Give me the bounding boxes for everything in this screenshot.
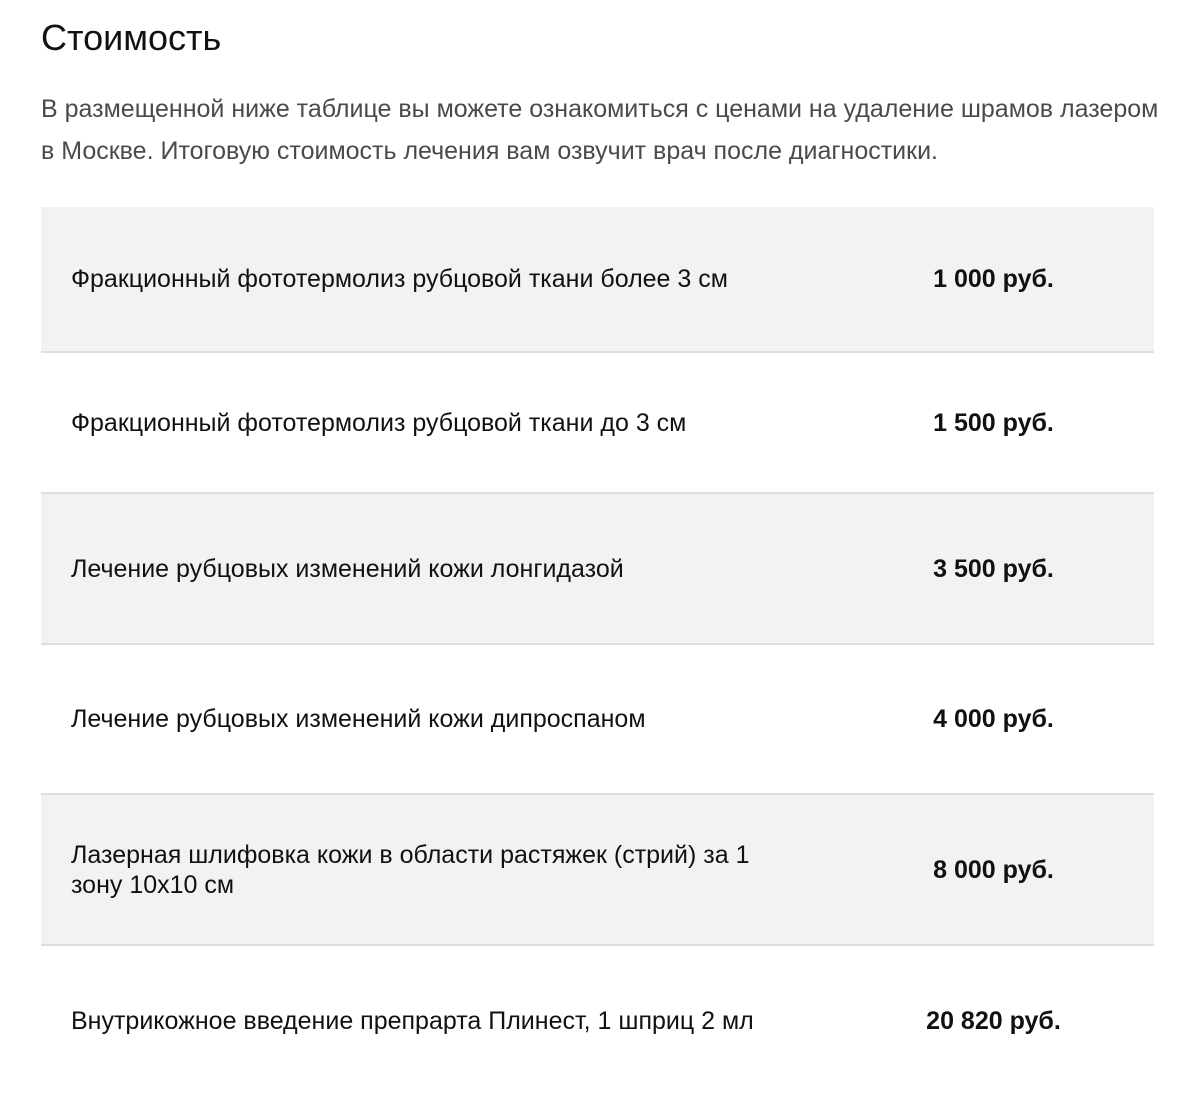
service-name: Фракционный фототермолиз рубцовой ткани более 3 см [71, 265, 728, 293]
section-intro: В размещенной ниже таблице вы можете ознакомиться с ценами на удаление шрамов лазером в Москве. Итоговую стоимость лечения вам озвучит врач после диагностики. [41, 95, 1159, 165]
price-row [41, 946, 1154, 1096]
service-price: 8 000 руб. [933, 855, 1054, 884]
service-price: 1 000 руб. [933, 265, 1054, 293]
price-row [41, 645, 1154, 795]
price-table [41, 207, 1154, 1096]
service-price: 4 000 руб. [933, 705, 1054, 733]
service-price: 3 500 руб. [933, 554, 1054, 583]
service-name: Лазерная шлифовка кожи в области растяжек (стрий) за 1 зону 10х10 см [71, 840, 750, 899]
service-price: 20 820 руб. [926, 1007, 1061, 1035]
price-row [41, 207, 1154, 353]
price-row [41, 494, 1154, 645]
section-title: Стоимость [41, 17, 222, 58]
service-name: Фракционный фототермолиз рубцовой ткани до 3 см [71, 408, 687, 437]
service-name: Лечение рубцовых изменений кожи лонгидазой [71, 554, 624, 583]
price-row [41, 795, 1154, 946]
price-row [41, 353, 1154, 494]
service-price: 1 500 руб. [933, 408, 1054, 437]
service-name: Лечение рубцовых изменений кожи дипроспаном [71, 705, 646, 733]
service-name: Внутрикожное введение препрарта Плинест, 1 шприц 2 мл [71, 1007, 754, 1035]
